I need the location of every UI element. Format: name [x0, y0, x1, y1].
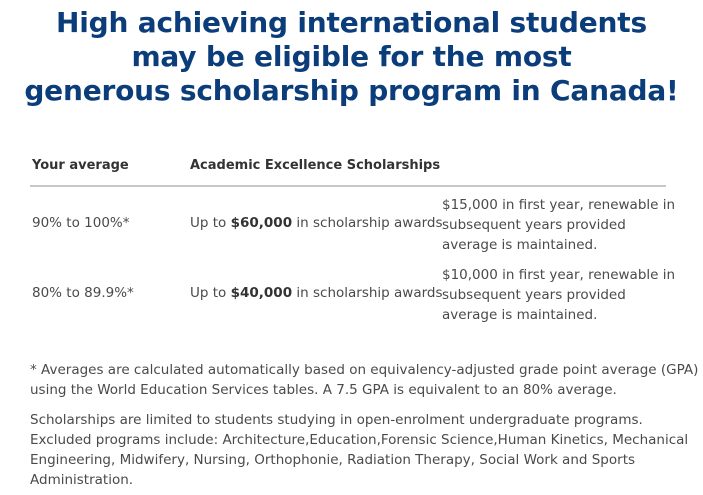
row-average: 80% to 89.9%*: [32, 285, 134, 301]
footnote-line: using the World Education Services tables. A 7.5 GPA is equivalent to an 80% average.: [30, 382, 617, 398]
award-amount: $40,000: [230, 285, 293, 301]
headline-line-3: generous scholarship program in Canada!: [24, 74, 679, 107]
scholarship-table: [30, 150, 676, 327]
page-headline: [0, 6, 703, 108]
row-note: [442, 195, 676, 255]
note-line: subsequent years provided: [442, 217, 626, 233]
row-note: [442, 265, 676, 325]
gpa-footnote: [30, 360, 699, 400]
header-your-average: Your average: [32, 158, 129, 173]
note-line: $15,000 in first year, renewable in: [442, 197, 676, 213]
award-suffix: in scholarship awards: [292, 285, 443, 301]
note-line: average is maintained.: [442, 307, 598, 323]
footnote-line: Excluded programs include: Architecture,Education,Forensic Science,Human Kinetics, Mechanical: [30, 432, 689, 448]
award-suffix: in scholarship awards: [292, 215, 443, 231]
note-line: subsequent years provided: [442, 287, 626, 303]
footnote-line: Scholarships are limited to students studying in open-enrolment undergraduate programs.: [30, 412, 643, 428]
note-line: average is maintained.: [442, 237, 598, 253]
award-amount: $60,000: [230, 215, 293, 231]
note-line: $10,000 in first year, renewable in: [442, 267, 676, 283]
row-award: [190, 285, 443, 301]
award-prefix: Up to: [190, 215, 231, 231]
table-row: [30, 187, 676, 257]
table-row: [30, 257, 676, 327]
row-award: [190, 215, 443, 231]
table-header: [30, 150, 666, 187]
headline-line-2: may be eligible for the most: [131, 40, 572, 73]
footnote-line: Administration.: [30, 472, 134, 488]
programs-footnote: [30, 410, 690, 490]
footnote-line: * Averages are calculated automatically based on equivalency-adjusted grade point average (GPA): [30, 362, 699, 378]
footnote-line: Engineering, Midwifery, Nursing, Orthophonie, Radiation Therapy, Social Work and Sports: [30, 452, 636, 468]
row-average: 90% to 100%*: [32, 215, 130, 231]
award-prefix: Up to: [190, 285, 231, 301]
header-scholarships: Academic Excellence Scholarships: [190, 158, 441, 173]
headline-line-1: High achieving international students: [56, 6, 647, 39]
